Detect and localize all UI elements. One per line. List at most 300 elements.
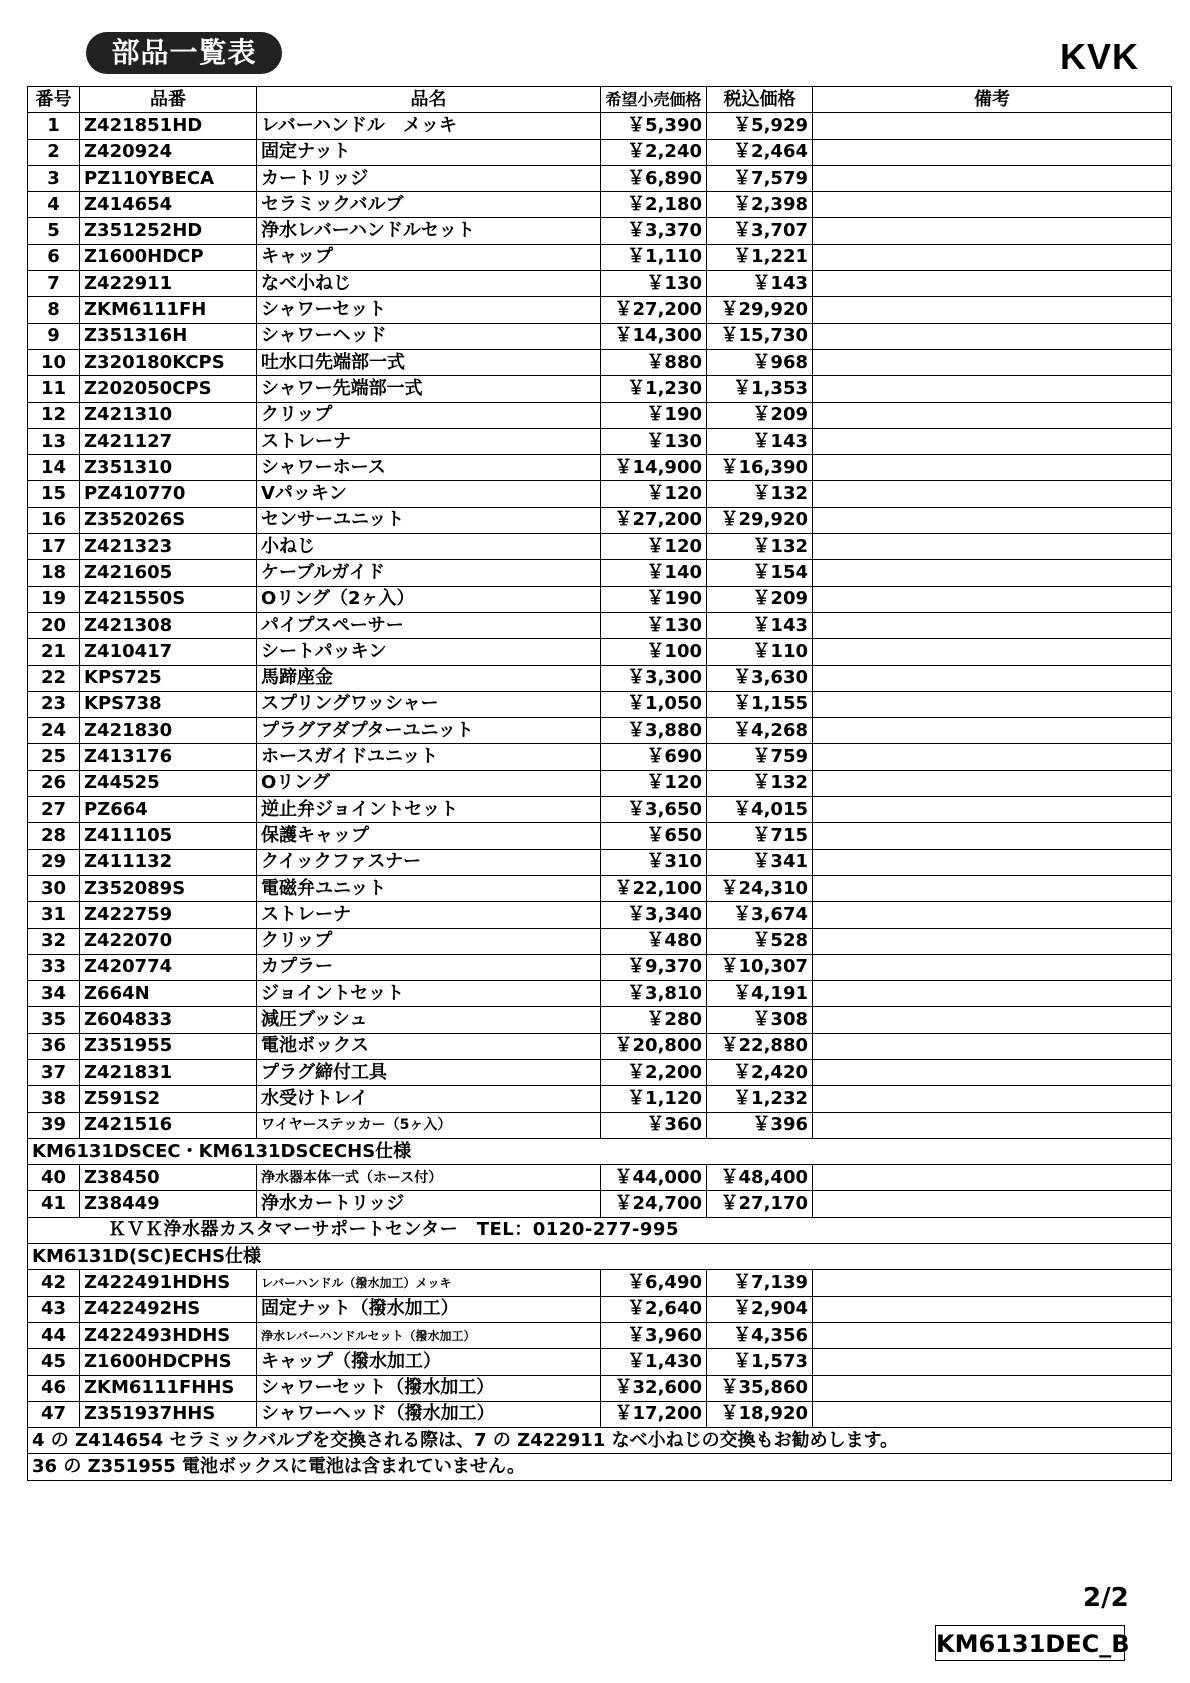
- table-row: [28, 481, 1172, 507]
- part-code: Z411105: [80, 823, 257, 849]
- part-code: Z413176: [80, 744, 257, 770]
- part-name: 小ねじ: [257, 534, 601, 560]
- retail-price: ￥2,200: [601, 1059, 707, 1085]
- col-header-name: 品名: [257, 87, 601, 113]
- tax-included-price: ￥209: [707, 402, 813, 428]
- tax-included-price: ￥29,920: [707, 507, 813, 533]
- tax-included-price: ￥7,139: [707, 1270, 813, 1296]
- part-code: ZKM6111FH: [80, 297, 257, 323]
- part-number: 44: [28, 1322, 80, 1348]
- remarks: [813, 1059, 1172, 1085]
- tax-included-price: ￥143: [707, 612, 813, 638]
- part-code: Z422070: [80, 928, 257, 954]
- remarks: [813, 1191, 1172, 1217]
- part-name: シャワーセット（撥水加工）: [257, 1375, 601, 1401]
- table-row: [28, 928, 1172, 954]
- table-header-row: [28, 87, 1172, 113]
- part-number: 15: [28, 481, 80, 507]
- remarks: [813, 928, 1172, 954]
- remarks: [813, 1270, 1172, 1296]
- col-header-retail-price: 希望小売価格: [601, 87, 707, 113]
- remarks: [813, 323, 1172, 349]
- retail-price: ￥360: [601, 1112, 707, 1138]
- retail-price: ￥190: [601, 402, 707, 428]
- tax-included-price: ￥4,268: [707, 718, 813, 744]
- part-code: Z421308: [80, 612, 257, 638]
- remarks: [813, 718, 1172, 744]
- part-number: 21: [28, 639, 80, 665]
- part-code: Z422492HS: [80, 1296, 257, 1322]
- part-code: Z421550S: [80, 586, 257, 612]
- tax-included-price: ￥209: [707, 586, 813, 612]
- part-name: シャワー先端部一式: [257, 376, 601, 402]
- part-code: Z351252HD: [80, 218, 257, 244]
- retail-price: ￥690: [601, 744, 707, 770]
- table-row: [28, 981, 1172, 1007]
- part-name: シャワーホース: [257, 455, 601, 481]
- footnote: 36 の Z351955 電池ボックスに電池は含まれていません。: [28, 1454, 1172, 1480]
- retail-price: ￥32,600: [601, 1375, 707, 1401]
- remarks: [813, 1401, 1172, 1427]
- part-code: Z422491HDHS: [80, 1270, 257, 1296]
- table-row: [28, 244, 1172, 270]
- tax-included-price: ￥16,390: [707, 455, 813, 481]
- retail-price: ￥44,000: [601, 1165, 707, 1191]
- part-number: 27: [28, 797, 80, 823]
- tax-included-price: ￥1,155: [707, 691, 813, 717]
- part-code: Z421323: [80, 534, 257, 560]
- part-number: 10: [28, 349, 80, 375]
- part-number: 22: [28, 665, 80, 691]
- part-name: キャップ: [257, 244, 601, 270]
- part-name: プラグアダプターユニット: [257, 718, 601, 744]
- remarks: [813, 1375, 1172, 1401]
- part-code: Z421831: [80, 1059, 257, 1085]
- part-number: 24: [28, 718, 80, 744]
- part-name: 浄水レバーハンドルセット: [257, 218, 601, 244]
- tax-included-price: ￥15,730: [707, 323, 813, 349]
- part-name: Oリング: [257, 770, 601, 796]
- part-name: セラミックバルブ: [257, 192, 601, 218]
- part-code: Z591S2: [80, 1086, 257, 1112]
- part-code: Z604833: [80, 1007, 257, 1033]
- table-row: [28, 1349, 1172, 1375]
- table-row: [28, 349, 1172, 375]
- retail-price: ￥140: [601, 560, 707, 586]
- tax-included-price: ￥308: [707, 1007, 813, 1033]
- retail-price: ￥480: [601, 928, 707, 954]
- part-name: 電池ボックス: [257, 1033, 601, 1059]
- retail-price: ￥130: [601, 271, 707, 297]
- part-number: 7: [28, 271, 80, 297]
- retail-price: ￥120: [601, 770, 707, 796]
- retail-price: ￥3,960: [601, 1322, 707, 1348]
- tax-included-price: ￥1,221: [707, 244, 813, 270]
- page-number: 2/2: [1083, 1583, 1129, 1613]
- tax-included-price: ￥968: [707, 349, 813, 375]
- tax-included-price: ￥759: [707, 744, 813, 770]
- tax-included-price: ￥1,232: [707, 1086, 813, 1112]
- remarks: [813, 744, 1172, 770]
- retail-price: ￥17,200: [601, 1401, 707, 1427]
- table-row: [28, 1322, 1172, 1348]
- tax-included-price: ￥154: [707, 560, 813, 586]
- tax-included-price: ￥2,904: [707, 1296, 813, 1322]
- remarks: [813, 849, 1172, 875]
- col-header-code: 品番: [80, 87, 257, 113]
- part-number: 23: [28, 691, 80, 717]
- remarks: [813, 297, 1172, 323]
- remarks: [813, 402, 1172, 428]
- footnote: 4 の Z414654 セラミックバルブを交換される際は、7 の Z422911 なべ小ねじの交換もお勧めします。: [28, 1428, 1172, 1454]
- part-code: Z421127: [80, 428, 257, 454]
- part-code: Z1600HDCPHS: [80, 1349, 257, 1375]
- part-name: ストレーナ: [257, 902, 601, 928]
- remarks: [813, 875, 1172, 901]
- retail-price: ￥130: [601, 612, 707, 638]
- part-code: Z422759: [80, 902, 257, 928]
- tax-included-price: ￥10,307: [707, 954, 813, 980]
- tax-included-price: ￥7,579: [707, 165, 813, 191]
- tax-included-price: ￥48,400: [707, 1165, 813, 1191]
- brand-logo: KVK: [1060, 36, 1140, 77]
- remarks: [813, 244, 1172, 270]
- table-row: [28, 665, 1172, 691]
- remarks: [813, 770, 1172, 796]
- page-title: 部品一覧表: [86, 32, 282, 74]
- table-row: [28, 744, 1172, 770]
- table-row: [28, 560, 1172, 586]
- part-code: Z38450: [80, 1165, 257, 1191]
- remarks: [813, 1349, 1172, 1375]
- table-row: [28, 113, 1172, 139]
- tax-included-price: ￥715: [707, 823, 813, 849]
- tax-included-price: ￥22,880: [707, 1033, 813, 1059]
- table-row: [28, 192, 1172, 218]
- part-code: KPS738: [80, 691, 257, 717]
- section-title-row: [28, 1244, 1172, 1270]
- remarks: [813, 639, 1172, 665]
- retail-price: ￥1,120: [601, 1086, 707, 1112]
- part-number: 42: [28, 1270, 80, 1296]
- part-number: 3: [28, 165, 80, 191]
- remarks: [813, 1086, 1172, 1112]
- retail-price: ￥3,880: [601, 718, 707, 744]
- tax-included-price: ￥132: [707, 770, 813, 796]
- part-name: キャップ（撥水加工）: [257, 1349, 601, 1375]
- tax-included-price: ￥4,191: [707, 981, 813, 1007]
- part-code: Z421310: [80, 402, 257, 428]
- tax-included-price: ￥3,674: [707, 902, 813, 928]
- tax-included-price: ￥396: [707, 1112, 813, 1138]
- part-name: シャワーヘッド: [257, 323, 601, 349]
- part-name: 保護キャップ: [257, 823, 601, 849]
- part-name: ホースガイドユニット: [257, 744, 601, 770]
- part-name: 馬蹄座金: [257, 665, 601, 691]
- remarks: [813, 218, 1172, 244]
- retail-price: ￥14,300: [601, 323, 707, 349]
- retail-price: ￥6,890: [601, 165, 707, 191]
- part-number: 9: [28, 323, 80, 349]
- tax-included-price: ￥2,398: [707, 192, 813, 218]
- part-name: レバーハンドル メッキ: [257, 113, 601, 139]
- part-number: 33: [28, 954, 80, 980]
- remarks: [813, 139, 1172, 165]
- retail-price: ￥3,650: [601, 797, 707, 823]
- retail-price: ￥22,100: [601, 875, 707, 901]
- table-row: [28, 1007, 1172, 1033]
- part-number: 17: [28, 534, 80, 560]
- part-number: 13: [28, 428, 80, 454]
- part-name: カートリッジ: [257, 165, 601, 191]
- part-name: ジョイントセット: [257, 981, 601, 1007]
- remarks: [813, 165, 1172, 191]
- part-name: 電磁弁ユニット: [257, 875, 601, 901]
- remarks: [813, 902, 1172, 928]
- tax-included-price: ￥1,573: [707, 1349, 813, 1375]
- table-row: [28, 954, 1172, 980]
- retail-price: ￥1,110: [601, 244, 707, 270]
- part-number: 16: [28, 507, 80, 533]
- document-id: KM6131DEC_B: [935, 1625, 1125, 1661]
- part-number: 37: [28, 1059, 80, 1085]
- part-name: カプラー: [257, 954, 601, 980]
- part-number: 40: [28, 1165, 80, 1191]
- retail-price: ￥190: [601, 586, 707, 612]
- tax-included-price: ￥143: [707, 428, 813, 454]
- part-code: ZKM6111FHHS: [80, 1375, 257, 1401]
- part-number: 31: [28, 902, 80, 928]
- table-row: [28, 1270, 1172, 1296]
- remarks: [813, 1007, 1172, 1033]
- part-code: PZ410770: [80, 481, 257, 507]
- part-name: 減圧ブッシュ: [257, 1007, 601, 1033]
- remarks: [813, 507, 1172, 533]
- table-row: [28, 1401, 1172, 1427]
- tax-included-price: ￥2,420: [707, 1059, 813, 1085]
- part-code: PZ110YBECA: [80, 165, 257, 191]
- table-row: [28, 770, 1172, 796]
- retail-price: ￥100: [601, 639, 707, 665]
- remarks: [813, 455, 1172, 481]
- retail-price: ￥9,370: [601, 954, 707, 980]
- table-row: [28, 639, 1172, 665]
- remarks: [813, 586, 1172, 612]
- tax-included-price: ￥18,920: [707, 1401, 813, 1427]
- tax-included-price: ￥24,310: [707, 875, 813, 901]
- part-name: ワイヤーステッカー（5ヶ入）: [257, 1112, 601, 1138]
- table-row: [28, 902, 1172, 928]
- part-number: 32: [28, 928, 80, 954]
- tax-included-price: ￥143: [707, 271, 813, 297]
- part-code: Z352026S: [80, 507, 257, 533]
- retail-price: ￥130: [601, 428, 707, 454]
- table-row: [28, 718, 1172, 744]
- table-row: [28, 1296, 1172, 1322]
- part-name: シャワーヘッド（撥水加工）: [257, 1401, 601, 1427]
- retail-price: ￥3,810: [601, 981, 707, 1007]
- part-name: クイックファスナー: [257, 849, 601, 875]
- part-number: 38: [28, 1086, 80, 1112]
- retail-price: ￥24,700: [601, 1191, 707, 1217]
- table-row: [28, 1112, 1172, 1138]
- part-code: Z351316H: [80, 323, 257, 349]
- retail-price: ￥1,430: [601, 1349, 707, 1375]
- retail-price: ￥310: [601, 849, 707, 875]
- part-code: Z421830: [80, 718, 257, 744]
- table-row: [28, 1191, 1172, 1217]
- table-row: [28, 507, 1172, 533]
- remarks: [813, 665, 1172, 691]
- part-code: Z202050CPS: [80, 376, 257, 402]
- tax-included-price: ￥2,464: [707, 139, 813, 165]
- part-number: 1: [28, 113, 80, 139]
- part-code: Z351955: [80, 1033, 257, 1059]
- table-row: [28, 534, 1172, 560]
- remarks: [813, 376, 1172, 402]
- part-code: KPS725: [80, 665, 257, 691]
- part-code: Z411132: [80, 849, 257, 875]
- tax-included-price: ￥5,929: [707, 113, 813, 139]
- tax-included-price: ￥132: [707, 481, 813, 507]
- part-name: 固定ナット（撥水加工）: [257, 1296, 601, 1322]
- remarks: [813, 481, 1172, 507]
- table-row: [28, 823, 1172, 849]
- part-code: Z351937HHS: [80, 1401, 257, 1427]
- tax-included-price: ￥4,015: [707, 797, 813, 823]
- part-name: クリップ: [257, 928, 601, 954]
- part-name: スプリングワッシャー: [257, 691, 601, 717]
- retail-price: ￥20,800: [601, 1033, 707, 1059]
- part-number: 5: [28, 218, 80, 244]
- table-row: [28, 1375, 1172, 1401]
- part-name: 吐水口先端部一式: [257, 349, 601, 375]
- table-row: [28, 1059, 1172, 1085]
- part-code: Z420774: [80, 954, 257, 980]
- tax-included-price: ￥110: [707, 639, 813, 665]
- retail-price: ￥3,370: [601, 218, 707, 244]
- part-name: 浄水レバーハンドルセット（撥水加工）: [257, 1322, 601, 1348]
- table-row: [28, 323, 1172, 349]
- table-row: [28, 402, 1172, 428]
- remarks: [813, 192, 1172, 218]
- part-code: PZ664: [80, 797, 257, 823]
- support-center-row: [28, 1217, 1172, 1243]
- section-title: KM6131DSCEC・KM6131DSCECHS仕様: [28, 1138, 1172, 1164]
- part-code: Z320180KCPS: [80, 349, 257, 375]
- table-row: [28, 586, 1172, 612]
- section-title: KM6131D(SC)ECHS仕様: [28, 1244, 1172, 1270]
- remarks: [813, 1322, 1172, 1348]
- table-row: [28, 691, 1172, 717]
- part-code: Z421851HD: [80, 113, 257, 139]
- part-code: Z421516: [80, 1112, 257, 1138]
- part-number: 29: [28, 849, 80, 875]
- part-number: 41: [28, 1191, 80, 1217]
- retail-price: ￥3,300: [601, 665, 707, 691]
- part-name: 固定ナット: [257, 139, 601, 165]
- retail-price: ￥650: [601, 823, 707, 849]
- retail-price: ￥27,200: [601, 507, 707, 533]
- retail-price: ￥2,640: [601, 1296, 707, 1322]
- retail-price: ￥120: [601, 481, 707, 507]
- parts-table: [27, 86, 1172, 1481]
- part-number: 25: [28, 744, 80, 770]
- part-number: 12: [28, 402, 80, 428]
- part-code: Z664N: [80, 981, 257, 1007]
- remarks: [813, 954, 1172, 980]
- tax-included-price: ￥27,170: [707, 1191, 813, 1217]
- part-name: 水受けトレイ: [257, 1086, 601, 1112]
- retail-price: ￥27,200: [601, 297, 707, 323]
- remarks: [813, 612, 1172, 638]
- part-number: 36: [28, 1033, 80, 1059]
- retail-price: ￥880: [601, 349, 707, 375]
- table-row: [28, 376, 1172, 402]
- remarks: [813, 428, 1172, 454]
- part-name: 浄水器本体一式（ホース付）: [257, 1165, 601, 1191]
- table-row: [28, 612, 1172, 638]
- remarks: [813, 560, 1172, 586]
- support-center: ＫＶＫ浄水器カスタマーサポートセンター TEL：0120-277-995: [28, 1217, 1172, 1243]
- remarks: [813, 113, 1172, 139]
- part-number: 18: [28, 560, 80, 586]
- table-row: [28, 1033, 1172, 1059]
- retail-price: ￥280: [601, 1007, 707, 1033]
- table-row: [28, 1165, 1172, 1191]
- part-number: 28: [28, 823, 80, 849]
- part-number: 47: [28, 1401, 80, 1427]
- retail-price: ￥2,180: [601, 192, 707, 218]
- table-row: [28, 428, 1172, 454]
- remarks: [813, 1112, 1172, 1138]
- part-number: 26: [28, 770, 80, 796]
- retail-price: ￥5,390: [601, 113, 707, 139]
- remarks: [813, 1165, 1172, 1191]
- retail-price: ￥1,230: [601, 376, 707, 402]
- part-number: 11: [28, 376, 80, 402]
- part-code: Z414654: [80, 192, 257, 218]
- col-header-number: 番号: [28, 87, 80, 113]
- part-code: Z352089S: [80, 875, 257, 901]
- part-name: ケーブルガイド: [257, 560, 601, 586]
- table-row: [28, 297, 1172, 323]
- part-name: 浄水カートリッジ: [257, 1191, 601, 1217]
- part-name: Vパッキン: [257, 481, 601, 507]
- table-row: [28, 455, 1172, 481]
- remarks: [813, 981, 1172, 1007]
- part-name: ストレーナ: [257, 428, 601, 454]
- remarks: [813, 271, 1172, 297]
- remarks: [813, 534, 1172, 560]
- part-code: Z421605: [80, 560, 257, 586]
- retail-price: ￥120: [601, 534, 707, 560]
- part-number: 2: [28, 139, 80, 165]
- part-name: センサーユニット: [257, 507, 601, 533]
- tax-included-price: ￥132: [707, 534, 813, 560]
- remarks: [813, 823, 1172, 849]
- remarks: [813, 349, 1172, 375]
- retail-price: ￥6,490: [601, 1270, 707, 1296]
- part-number: 45: [28, 1349, 80, 1375]
- part-code: Z422493HDHS: [80, 1322, 257, 1348]
- retail-price: ￥3,340: [601, 902, 707, 928]
- remarks: [813, 797, 1172, 823]
- tax-included-price: ￥1,353: [707, 376, 813, 402]
- part-code: Z422911: [80, 271, 257, 297]
- part-name: シャワーセット: [257, 297, 601, 323]
- footnote-row: [28, 1428, 1172, 1454]
